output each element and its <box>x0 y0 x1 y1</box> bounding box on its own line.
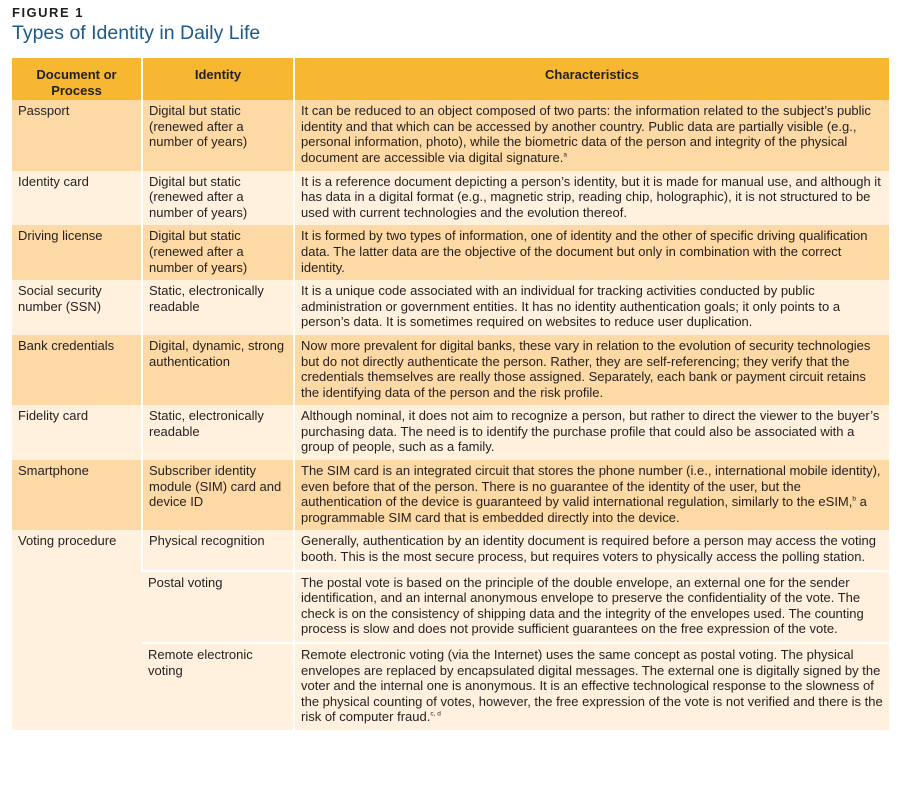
cell-identity: Physical recognition <box>142 530 294 570</box>
cell-characteristics: The postal vote is based on the principle of the double envelope, an external one for the sender identification, and an internal anonymous envelope to preserve the confidentiality of the vote. The check is on the consistency of shipping data and the integrity of the envelopes used. The counting process is slow and does not provide sufficient guarantees on the free expression of the vote. <box>294 571 889 643</box>
cell-identity: Digital but static (renewed after a number of years) <box>142 171 294 226</box>
cell-identity: Subscriber identity module (SIM) card and device ID <box>142 460 294 530</box>
cell-identity: Static, electronically readable <box>142 280 294 335</box>
table-row <box>12 225 889 280</box>
cell-characteristics <box>294 460 889 530</box>
cell-document: Passport <box>12 100 142 170</box>
table-row <box>12 171 889 226</box>
cell-characteristics: It is formed by two types of information, one of identity and the other of specific driving qualification data. The latter data are the objective of the document but only in combination with the correct identity. <box>294 225 889 280</box>
cell-document: Social security number (SSN) <box>12 280 142 335</box>
cell-characteristics: Although nominal, it does not aim to recognize a person, but rather to direct the viewer to the buyer’s purchasing data. The need is to identify the purchase profile that could also be associated with a group of people, such as a family. <box>294 405 889 460</box>
cell-document: Smartphone <box>12 460 142 530</box>
table-row <box>12 460 889 530</box>
footnote-marker: b <box>852 495 857 503</box>
identity-types-table <box>12 58 889 730</box>
table-row <box>12 100 889 170</box>
characteristics-text: It can be reduced to an object composed of two parts: the information related to the subject’s public identity and that which can be accessed by another country. Public data are partially visible (e.g., personal information, photo), while the biometric data of the person and integrity of the physical document are accessible via digital signature. <box>301 103 871 165</box>
cell-document: Driving license <box>12 225 142 280</box>
cell-characteristics: It is a unique code associated with an individual for tracking activities conducted by public administration or government entities. It has no identity authentication goals; it only points to a person’s data. It is sometimes required on websites to reduce user duplication. <box>294 280 889 335</box>
table-row <box>12 335 889 405</box>
characteristics-text: Remote electronic voting (via the Internet) uses the same concept as postal voting. The physical envelopes are replaced by encapsulated digital messages. The external one is digitally signed by the voter and the internal one is anonymous. It is an effective technological response to the slowness of the physical counting of votes, however, the free expression of the vote is not verified and there is the risk of computer fraud. <box>301 647 883 725</box>
table-row <box>12 530 889 570</box>
cell-identity: Remote electronic voting <box>142 643 294 730</box>
cell-document: Voting procedure <box>12 530 142 730</box>
footnote-marker: a <box>563 151 567 159</box>
cell-characteristics: It is a reference document depicting a person’s identity, but it is made for manual use, and although it has data in a digital format (e.g., magnetic strip, reading chip, holographic), it is not structured to be used with current technologies and the evolution thereof. <box>294 171 889 226</box>
cell-identity: Digital, dynamic, strong authentication <box>142 335 294 405</box>
cell-characteristics: Now more prevalent for digital banks, these vary in relation to the evolution of security technologies but do not directly authenticate the person. Rather, they are self-referencing; they verify that the credentials themselves are really those assigned. Separately, each bank or payment circuit retains the identifying data of the person and the risk profile. <box>294 335 889 405</box>
cell-characteristics <box>294 100 889 170</box>
figure-label: FIGURE 1 <box>12 5 84 20</box>
figure-title: Types of Identity in Daily Life <box>12 22 261 44</box>
cell-identity: Digital but static (renewed after a number of years) <box>142 225 294 280</box>
characteristics-text: The SIM card is an integrated circuit that stores the phone number (i.e., international mobile identity), even before that of the person. There is no guarantee of the identity of the user, but the authentication of the device is guaranteed by valid international regulation, similarly to the eSIM, <box>301 463 881 510</box>
cell-characteristics: Generally, authentication by an identity document is required before a person may access the voting booth. This is the most secure process, but requires voters to physically access the polling station. <box>294 530 889 570</box>
table-header-row <box>12 58 889 100</box>
table-row <box>12 405 889 460</box>
footnote-marker: c, d <box>430 711 441 719</box>
cell-characteristics <box>294 643 889 730</box>
cell-identity: Postal voting <box>142 571 294 643</box>
header-document: Document or Process <box>12 58 142 100</box>
cell-identity: Static, electronically readable <box>142 405 294 460</box>
header-identity: Identity <box>142 58 294 100</box>
header-characteristics: Characteristics <box>294 58 889 100</box>
table-row <box>12 643 889 730</box>
table-row <box>12 571 889 643</box>
cell-document: Identity card <box>12 171 142 226</box>
table-row <box>12 280 889 335</box>
cell-identity: Digital but static (renewed after a number of years) <box>142 100 294 170</box>
cell-document: Fidelity card <box>12 405 142 460</box>
cell-document: Bank credentials <box>12 335 142 405</box>
characteristics-text-continued: a programmable SIM card that is embedded directly into the device. <box>301 494 867 525</box>
